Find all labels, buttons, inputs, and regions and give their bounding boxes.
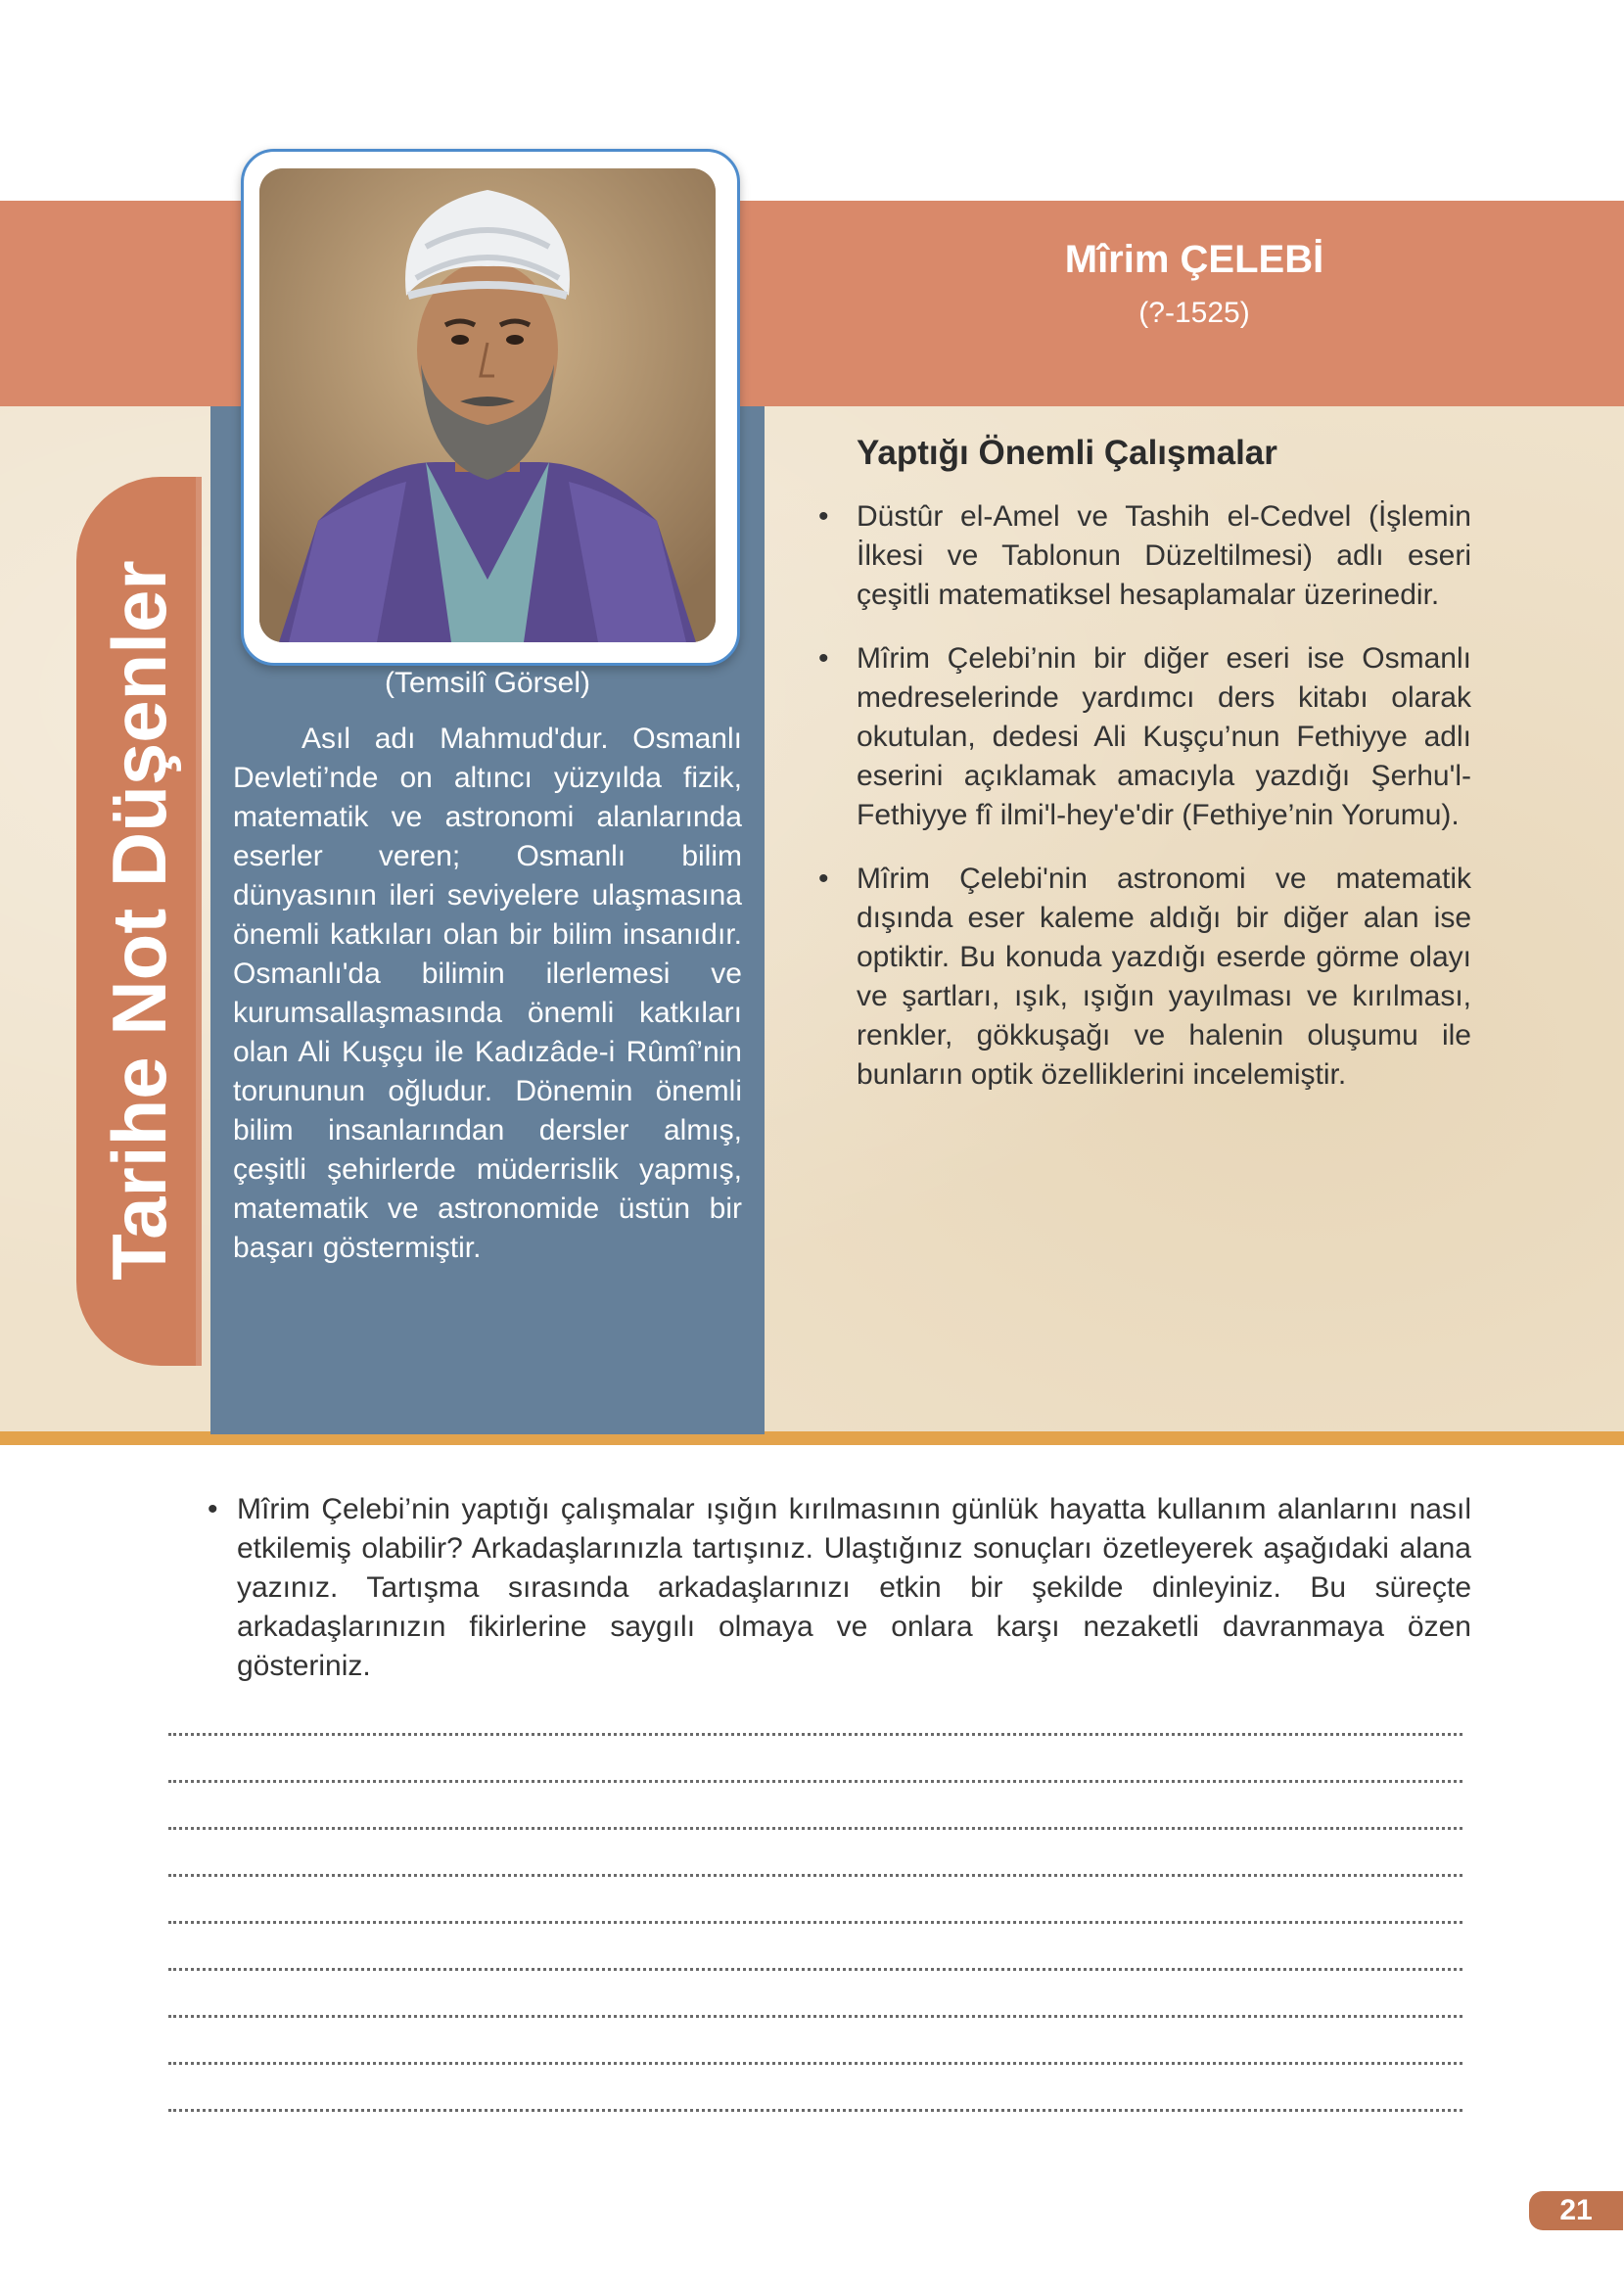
works-title: Yaptığı Önemli Çalışmalar	[857, 434, 1277, 472]
answer-line[interactable]	[168, 1689, 1462, 1736]
answer-line[interactable]	[168, 2065, 1462, 2112]
biography-text: Asıl adı Mahmud'dur. Osmanlı Devleti’nde on altıncı yüzyılda fizik, matematik ve astronomi alanlarında eserler veren; Osmanlı bilim dünyasının ileri seviyelere ulaşmasına önemli katkıları olan bir bilim insanıdır. Osmanlı'da bilimin ilerlemesi ve kurumsallaşmasında önemli katkıları olan Ali Kuşçu ile Kadızâde-i Rûmî’nin torununun oğludur. Dönemin önemli bilim insanlarından dersler almış, çeşitli şehirlerde müderrislik yapmış, matematik ve astronomide üstün bir başarı göstermiştir.	[233, 723, 742, 1264]
answer-line[interactable]	[168, 1736, 1462, 1783]
answer-line[interactable]	[168, 1971, 1462, 2018]
works-item: • Düstûr el-Amel ve Tashih el-Cedvel (İşlemin İlkesi ve Tablonun Düzeltilmesi) adlı eseri çeşitli matematiksel hesaplamalar üzerinedir.	[812, 497, 1471, 615]
portrait-image	[259, 168, 716, 642]
works-item: • Mîrim Çelebi’nin bir diğer eseri ise Osmanlı medreselerinde yardımcı ders kitabı olarak okutulan, dedesi Ali Kuşçu’nun Fethiyye adlı eserini açıklamak amacıyla yazdığı Şerhu'l-Fethiyye fî ilmi'l-hey'e'dir (Fethiye’nin Yorumu).	[812, 639, 1471, 835]
answer-area[interactable]	[168, 1689, 1462, 2112]
person-dates: (?-1525)	[1138, 297, 1250, 329]
section-title: Tarihe Not Düşenler	[96, 560, 182, 1281]
answer-line[interactable]	[168, 1924, 1462, 1971]
answer-line[interactable]	[168, 1830, 1462, 1877]
answer-line[interactable]	[168, 1783, 1462, 1830]
answer-line[interactable]	[168, 1877, 1462, 1924]
person-name: Mîrim ÇELEBİ	[1064, 238, 1324, 281]
image-caption: (Temsilî Görsel)	[384, 667, 590, 699]
page-number: 21	[1529, 2191, 1623, 2230]
works-item: • Mîrim Çelebi'nin astronomi ve matematik dışında eser kaleme aldığı bir diğer alan ise optiktir. Bu konuda yazdığı eserde görme olayı ve şartları, ışık, ışığın yayılması ve kırılması, renkler, gökkuşağı ve halenin oluşumu ile bunların optik özelliklerini incelemiştir.	[812, 860, 1471, 1095]
answer-line[interactable]	[168, 2018, 1462, 2065]
scholar-portrait-icon	[259, 168, 716, 642]
discussion-question: • Mîrim Çelebi’nin yaptığı çalışmalar ışığın kırılmasının günlük hayatta kullanım alanlarını nasıl etkilemiş olabilir? Arkadaşlarınızla tartışınız. Ulaştığınız sonuçları özetleyerek aşağıdaki alana yazınız. Tartışma sırasında arkadaşlarınızı etkin bir şekilde dinleyiniz. Bu süreçte arkadaşlarınızın fikirlerine saygılı olmaya ve onlara karşı nezaketli davranmaya özen gösteriniz.	[206, 1490, 1471, 1686]
works-list	[812, 497, 1471, 1119]
